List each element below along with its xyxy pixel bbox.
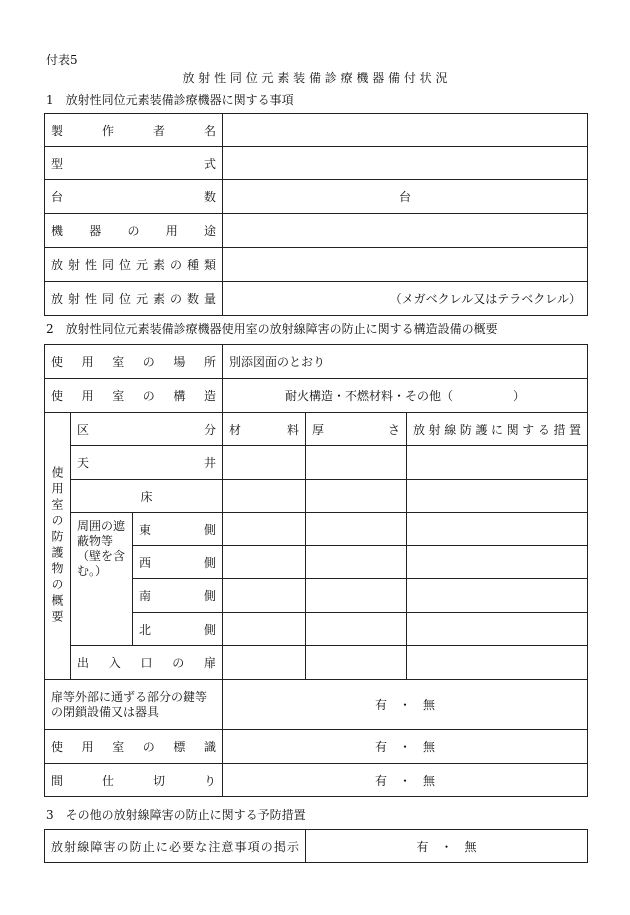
section1-table — [44, 113, 588, 316]
section2-heading: 2 放射性同位元素装備診療機器使用室の放射線障害の防止に関する構造設備の概要 — [46, 322, 498, 336]
table-row — [45, 114, 588, 147]
wall-south-thickness[interactable] — [306, 579, 407, 613]
thickness-header: 厚さ — [306, 413, 407, 446]
measures-header: 放射線防護に関する措置 — [407, 413, 588, 446]
wall-south-measures[interactable] — [407, 579, 588, 613]
table-row — [45, 764, 588, 797]
lock-value[interactable]: 有 ・ 無 — [223, 680, 588, 730]
table-row — [45, 248, 588, 282]
table-row — [45, 180, 588, 214]
door-material[interactable] — [223, 646, 306, 680]
count-value[interactable]: 台 — [223, 180, 588, 214]
floor-label: 床 — [71, 480, 223, 513]
location-label: 使用室の場所 — [45, 345, 223, 379]
outline-label-cell — [45, 413, 71, 680]
wall-north-label: 北側 — [133, 613, 223, 646]
door-label: 出入口の扉 — [71, 646, 223, 680]
floor-measures[interactable] — [407, 480, 588, 513]
table-row — [45, 214, 588, 248]
wall-east-material[interactable] — [223, 513, 306, 546]
annex-label: 付表5 — [46, 53, 78, 67]
material-header: 材料 — [223, 413, 306, 446]
table-row — [45, 730, 588, 764]
model-label: 型式 — [45, 147, 223, 180]
partition-value[interactable]: 有 ・ 無 — [223, 764, 588, 797]
division-header: 区分 — [71, 413, 223, 446]
wall-north-material[interactable] — [223, 613, 306, 646]
sign-label: 使用室の標識 — [45, 730, 223, 764]
wall-west-measures[interactable] — [407, 546, 588, 579]
walls-label: 周囲の遮蔽物等（壁を含む。） — [71, 513, 133, 646]
wall-east-label: 東側 — [133, 513, 223, 546]
wall-north-thickness[interactable] — [306, 613, 407, 646]
ceiling-material[interactable] — [223, 446, 306, 480]
floor-material[interactable] — [223, 480, 306, 513]
wall-east-measures[interactable] — [407, 513, 588, 546]
table-row — [45, 646, 588, 680]
table-row — [45, 413, 588, 446]
table-row — [45, 680, 588, 730]
wall-west-thickness[interactable] — [306, 546, 407, 579]
floor-thickness[interactable] — [306, 480, 407, 513]
table-row — [45, 513, 588, 546]
section3-table — [44, 829, 588, 863]
notice-label: 放射線障害の防止に必要な注意事項の掲示 — [45, 830, 306, 863]
lock-label: 扉等外部に通ずる部分の鍵等の閉鎖設備又は器具 — [45, 680, 223, 730]
wall-west-material[interactable] — [223, 546, 306, 579]
wall-north-measures[interactable] — [407, 613, 588, 646]
usage-value[interactable] — [223, 214, 588, 248]
door-measures[interactable] — [407, 646, 588, 680]
location-value[interactable]: 別添図面のとおり — [223, 345, 588, 379]
usage-label: 機器の用途 — [45, 214, 223, 248]
model-value[interactable] — [223, 147, 588, 180]
table-row — [45, 379, 588, 413]
page-title: 放 射 性 同 位 元 素 装 備 診 療 機 器 備 付 状 況 — [182, 71, 448, 85]
isotope-quantity-value[interactable]: （メガベクレル又はテラベクレル） — [223, 282, 588, 316]
partition-label: 間仕切り — [45, 764, 223, 797]
structure-label: 使用室の構造 — [45, 379, 223, 413]
wall-south-material[interactable] — [223, 579, 306, 613]
wall-west-label: 西側 — [133, 546, 223, 579]
ceiling-measures[interactable] — [407, 446, 588, 480]
isotope-quantity-label: 放射性同位元素の数量 — [45, 282, 223, 316]
door-thickness[interactable] — [306, 646, 407, 680]
structure-value[interactable]: 耐火構造・不燃材料・その他（ ） — [223, 379, 588, 413]
wall-east-thickness[interactable] — [306, 513, 407, 546]
wall-south-label: 南側 — [133, 579, 223, 613]
maker-value[interactable] — [223, 114, 588, 147]
table-row — [45, 147, 588, 180]
table-row — [45, 282, 588, 316]
isotope-type-label: 放射性同位元素の種類 — [45, 248, 223, 282]
table-row — [45, 480, 588, 513]
section1-heading: 1 放射性同位元素装備診療機器に関する事項 — [46, 93, 294, 107]
outline-label: 使用室の防護物の概要 — [50, 466, 64, 626]
section3-heading: 3 その他の放射線障害の防止に関する予防措置 — [46, 808, 306, 822]
ceiling-label: 天井 — [71, 446, 223, 480]
table-row — [45, 446, 588, 480]
sign-value[interactable]: 有 ・ 無 — [223, 730, 588, 764]
table-row — [45, 830, 588, 863]
notice-value[interactable]: 有 ・ 無 — [306, 830, 588, 863]
section2-table — [44, 344, 588, 797]
ceiling-thickness[interactable] — [306, 446, 407, 480]
table-row — [45, 345, 588, 379]
maker-label: 製作者名 — [45, 114, 223, 147]
count-label: 台数 — [45, 180, 223, 214]
isotope-type-value[interactable] — [223, 248, 588, 282]
